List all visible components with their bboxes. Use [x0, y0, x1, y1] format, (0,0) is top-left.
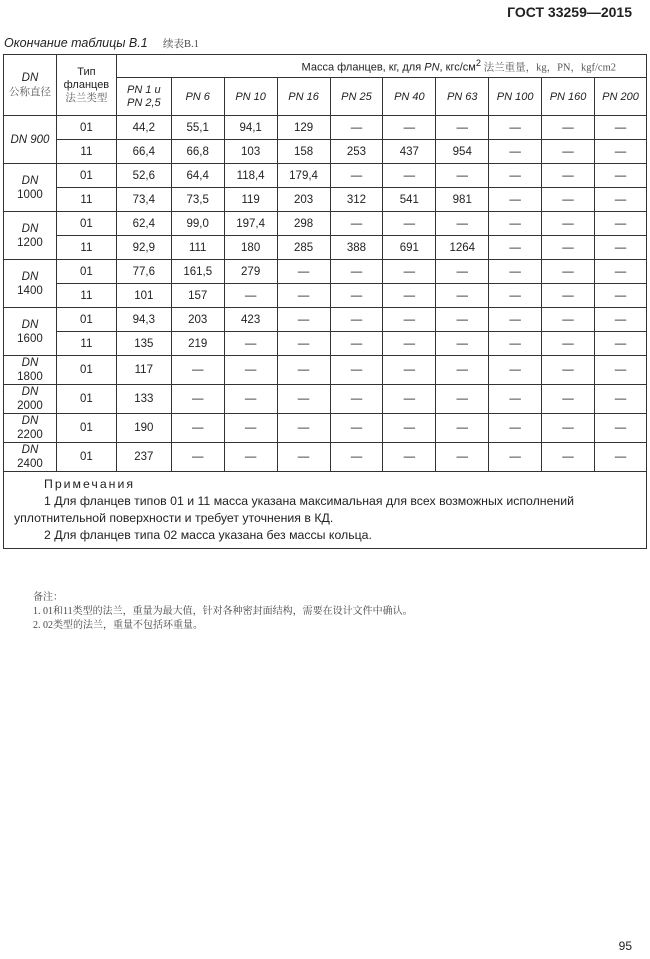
mass-cell: —	[436, 332, 489, 356]
mass-cell: —	[594, 385, 646, 414]
standard-header: ГОСТ 33259—2015	[507, 4, 632, 20]
mass-cell: —	[277, 443, 330, 472]
mass-header-unit: , кгс/см	[439, 61, 476, 74]
mass-cell: —	[330, 212, 383, 236]
mass-cell: 237	[116, 443, 171, 472]
mass-cell: 64,4	[171, 164, 224, 188]
mass-cell: —	[330, 116, 383, 140]
mass-cell: —	[542, 140, 595, 164]
mass-cell: 73,4	[116, 188, 171, 212]
mass-cell: —	[542, 284, 595, 308]
mass-cell: —	[542, 443, 595, 472]
dn-value: 2400	[17, 458, 43, 470]
mass-cell: —	[277, 332, 330, 356]
mass-cell: —	[489, 284, 542, 308]
table-caption: Окончание таблицы В.1	[4, 36, 148, 50]
table-row	[4, 356, 647, 385]
type-header-cn: 法兰类型	[65, 92, 108, 104]
pn-header-3: PN 25	[330, 78, 383, 116]
mass-cell: —	[171, 443, 224, 472]
mass-cell: 197,4	[224, 212, 277, 236]
mass-cell: —	[594, 443, 646, 472]
mass-cell: —	[594, 260, 646, 284]
mass-cell: —	[277, 260, 330, 284]
mass-cell: —	[277, 308, 330, 332]
mass-cell: —	[542, 414, 595, 443]
mass-cell: 180	[224, 236, 277, 260]
mass-cell: —	[224, 414, 277, 443]
mass-cell: —	[436, 284, 489, 308]
pn-header-5: PN 63	[436, 78, 489, 116]
type-header-ru-2: фланцев	[63, 78, 110, 91]
mass-cell: —	[489, 414, 542, 443]
dn-cell	[4, 443, 57, 472]
mass-cell: 253	[330, 140, 383, 164]
dn-header-cn: 公称直径	[8, 86, 51, 98]
mass-cell: —	[436, 443, 489, 472]
pn-first-header	[116, 78, 171, 116]
type-cell: 01	[56, 414, 116, 443]
mass-cell: —	[594, 116, 646, 140]
flange-mass-table	[3, 54, 647, 549]
table-row	[4, 284, 647, 308]
mass-cell: 954	[436, 140, 489, 164]
dn-cell	[4, 356, 57, 385]
notes-cell	[4, 472, 647, 549]
type-cell: 01	[56, 260, 116, 284]
mass-cell: —	[277, 284, 330, 308]
mass-cell: —	[489, 443, 542, 472]
mass-cell: —	[489, 332, 542, 356]
mass-cell: —	[489, 140, 542, 164]
dn-value: 1200	[17, 236, 43, 249]
dn-label: DN	[21, 444, 39, 456]
mass-cell: —	[383, 385, 436, 414]
mass-cell: —	[383, 212, 436, 236]
table-row	[4, 443, 647, 472]
table-row	[4, 212, 647, 236]
type-cell: 01	[56, 116, 116, 140]
mass-cell: 388	[330, 236, 383, 260]
dn-label: DN	[21, 174, 39, 187]
mass-cell: —	[383, 308, 436, 332]
mass-cell: 203	[277, 188, 330, 212]
mass-cell: —	[224, 443, 277, 472]
mass-cell: 133	[116, 385, 171, 414]
mass-cell: 298	[277, 212, 330, 236]
pn-header-1: PN 10	[224, 78, 277, 116]
type-cell: 11	[56, 236, 116, 260]
mass-cell: —	[489, 236, 542, 260]
mass-cell: —	[383, 332, 436, 356]
type-cell: 11	[56, 332, 116, 356]
mass-cell: —	[330, 164, 383, 188]
dn-header	[4, 55, 57, 116]
mass-cell: —	[330, 385, 383, 414]
dn-label: DN	[21, 357, 39, 369]
mass-cell: —	[436, 308, 489, 332]
mass-cell: —	[489, 356, 542, 385]
pn-first-2: PN 2,5	[126, 96, 161, 109]
dn-value: 1000	[17, 188, 43, 201]
table-row	[4, 164, 647, 188]
pn-first-1: PN 1 и	[126, 83, 161, 96]
mass-cell: —	[594, 188, 646, 212]
mass-cell: —	[383, 414, 436, 443]
mass-cell: —	[542, 188, 595, 212]
table-caption-cn: 续表B.1	[163, 39, 199, 50]
mass-cell: —	[542, 385, 595, 414]
mass-header-pn: PN	[424, 61, 440, 74]
mass-cell: —	[171, 414, 224, 443]
mass-cell: —	[436, 212, 489, 236]
mass-cell: —	[594, 332, 646, 356]
pn-header-7: PN 160	[542, 78, 595, 116]
dn-value: 1600	[17, 332, 43, 345]
table-row	[4, 140, 647, 164]
mass-cell: —	[594, 284, 646, 308]
mass-cell: —	[330, 260, 383, 284]
type-cell: 11	[56, 284, 116, 308]
notes-row	[4, 472, 647, 549]
mass-cell: —	[171, 356, 224, 385]
mass-cell: —	[436, 116, 489, 140]
mass-cell: —	[383, 260, 436, 284]
mass-cell: 94,1	[224, 116, 277, 140]
table-row	[4, 308, 647, 332]
mass-cell: —	[489, 260, 542, 284]
dn-cell	[4, 385, 57, 414]
mass-cell: —	[171, 385, 224, 414]
dn-value: 2200	[17, 429, 43, 441]
type-cell: 11	[56, 140, 116, 164]
mass-cell: —	[594, 164, 646, 188]
dn-cell	[4, 164, 57, 212]
type-cell: 01	[56, 212, 116, 236]
table-row	[4, 385, 647, 414]
mass-cell: —	[489, 308, 542, 332]
cn-note-2: 2. 02类型的法兰，重量不包括环重量。	[33, 620, 203, 631]
mass-cell: —	[542, 356, 595, 385]
mass-cell: 66,8	[171, 140, 224, 164]
mass-cell: —	[542, 236, 595, 260]
mass-cell: 92,9	[116, 236, 171, 260]
mass-cell: —	[383, 284, 436, 308]
dn-label: DN 900	[10, 133, 50, 146]
mass-cell: —	[489, 212, 542, 236]
dn-label: DN	[21, 222, 39, 235]
mass-cell: 161,5	[171, 260, 224, 284]
mass-cell: 73,5	[171, 188, 224, 212]
mass-cell: 129	[277, 116, 330, 140]
mass-cell: 62,4	[116, 212, 171, 236]
type-cell: 01	[56, 308, 116, 332]
mass-cell: 66,4	[116, 140, 171, 164]
mass-cell: 135	[116, 332, 171, 356]
mass-cell: —	[542, 212, 595, 236]
mass-cell: 103	[224, 140, 277, 164]
mass-cell: 541	[383, 188, 436, 212]
mass-cell: 1264	[436, 236, 489, 260]
cn-notes	[33, 591, 413, 633]
mass-cell: 55,1	[171, 116, 224, 140]
mass-cell: —	[436, 164, 489, 188]
cn-notes-title: 备注：	[33, 592, 63, 603]
mass-cell: —	[330, 284, 383, 308]
pn-header-8: PN 200	[594, 78, 646, 116]
table-row	[4, 332, 647, 356]
mass-cell: 981	[436, 188, 489, 212]
mass-header-ru: Масса фланцев, кг, для	[301, 61, 425, 74]
mass-cell: —	[383, 356, 436, 385]
mass-cell: 179,4	[277, 164, 330, 188]
mass-cell: —	[594, 140, 646, 164]
mass-cell: —	[594, 212, 646, 236]
mass-cell: 94,3	[116, 308, 171, 332]
mass-cell: 423	[224, 308, 277, 332]
mass-header	[116, 55, 646, 78]
mass-cell: —	[383, 443, 436, 472]
mass-cell: 158	[277, 140, 330, 164]
dn-cell	[4, 116, 57, 164]
mass-cell: —	[542, 332, 595, 356]
mass-header-sup: 2	[475, 57, 481, 68]
mass-cell: —	[489, 164, 542, 188]
mass-cell: —	[542, 308, 595, 332]
mass-cell: —	[277, 414, 330, 443]
dn-label: DN	[21, 318, 39, 331]
table-row	[4, 116, 647, 140]
mass-cell: 219	[171, 332, 224, 356]
mass-cell: —	[594, 308, 646, 332]
mass-cell: —	[489, 385, 542, 414]
mass-cell: 190	[116, 414, 171, 443]
dn-cell	[4, 212, 57, 260]
type-cell: 01	[56, 443, 116, 472]
type-cell: 01	[56, 164, 116, 188]
mass-cell: —	[436, 356, 489, 385]
mass-cell: —	[330, 308, 383, 332]
mass-cell: —	[330, 414, 383, 443]
mass-cell: 99,0	[171, 212, 224, 236]
dn-cell	[4, 308, 57, 356]
mass-cell: 117	[116, 356, 171, 385]
mass-cell: —	[224, 385, 277, 414]
dn-value: 2000	[17, 400, 43, 412]
type-cell: 01	[56, 356, 116, 385]
mass-cell: 312	[330, 188, 383, 212]
dn-value: 1800	[17, 371, 43, 383]
mass-cell: —	[542, 164, 595, 188]
mass-cell: 44,2	[116, 116, 171, 140]
type-cell: 01	[56, 385, 116, 414]
table-row	[4, 414, 647, 443]
mass-cell: 111	[171, 236, 224, 260]
mass-cell: —	[224, 332, 277, 356]
mass-cell: —	[436, 260, 489, 284]
mass-cell: 52,6	[116, 164, 171, 188]
mass-cell: 285	[277, 236, 330, 260]
mass-cell: —	[277, 356, 330, 385]
mass-cell: —	[489, 116, 542, 140]
notes-title: Примечания	[44, 477, 135, 491]
table-row	[4, 236, 647, 260]
mass-cell: —	[542, 260, 595, 284]
table-row	[4, 260, 647, 284]
type-header	[56, 55, 116, 116]
type-header-ru-1: Тип	[77, 65, 96, 78]
dn-label: DN	[21, 415, 39, 427]
pn-header-0: PN 6	[171, 78, 224, 116]
mass-cell: 157	[171, 284, 224, 308]
mass-cell: 203	[171, 308, 224, 332]
mass-cell: —	[436, 385, 489, 414]
mass-cell: —	[330, 443, 383, 472]
table-row	[4, 188, 647, 212]
dn-cell	[4, 414, 57, 443]
cn-note-1: 1. 01和11类型的法兰，重量为最大值，针对各种密封面结构，需要在设计文件中确认。	[33, 606, 413, 617]
mass-cell: —	[436, 414, 489, 443]
pn-header-4: PN 40	[383, 78, 436, 116]
mass-cell: 119	[224, 188, 277, 212]
mass-cell: —	[594, 414, 646, 443]
mass-cell: —	[594, 356, 646, 385]
note-1: 1 Для фланцев типов 01 и 11 масса указана максимальная для всех возможных исполнений уплотнительной поверхности и требует уточнения в КД.	[14, 494, 574, 525]
mass-cell: —	[330, 356, 383, 385]
mass-cell: —	[489, 188, 542, 212]
dn-cell	[4, 260, 57, 308]
pn-header-2: PN 16	[277, 78, 330, 116]
pn-header-6: PN 100	[489, 78, 542, 116]
mass-cell: —	[330, 332, 383, 356]
mass-cell: 118,4	[224, 164, 277, 188]
page-number: 95	[618, 939, 632, 953]
mass-cell: —	[594, 236, 646, 260]
mass-cell: 437	[383, 140, 436, 164]
mass-header-cn: 法兰重量，kg，PN，kgf/cm2	[480, 62, 616, 74]
dn-value: 1400	[17, 284, 43, 297]
mass-cell: 101	[116, 284, 171, 308]
dn-header-ru: DN	[21, 71, 39, 84]
dn-label: DN	[21, 270, 39, 283]
mass-cell: —	[383, 164, 436, 188]
dn-label: DN	[21, 386, 39, 398]
type-cell: 11	[56, 188, 116, 212]
mass-cell: —	[277, 385, 330, 414]
mass-cell: 691	[383, 236, 436, 260]
mass-cell: 77,6	[116, 260, 171, 284]
mass-cell: —	[224, 356, 277, 385]
mass-cell: —	[383, 116, 436, 140]
mass-cell: —	[224, 284, 277, 308]
mass-cell: —	[542, 116, 595, 140]
mass-cell: 279	[224, 260, 277, 284]
note-2: 2 Для фланцев типа 02 масса указана без массы кольца.	[44, 528, 372, 542]
